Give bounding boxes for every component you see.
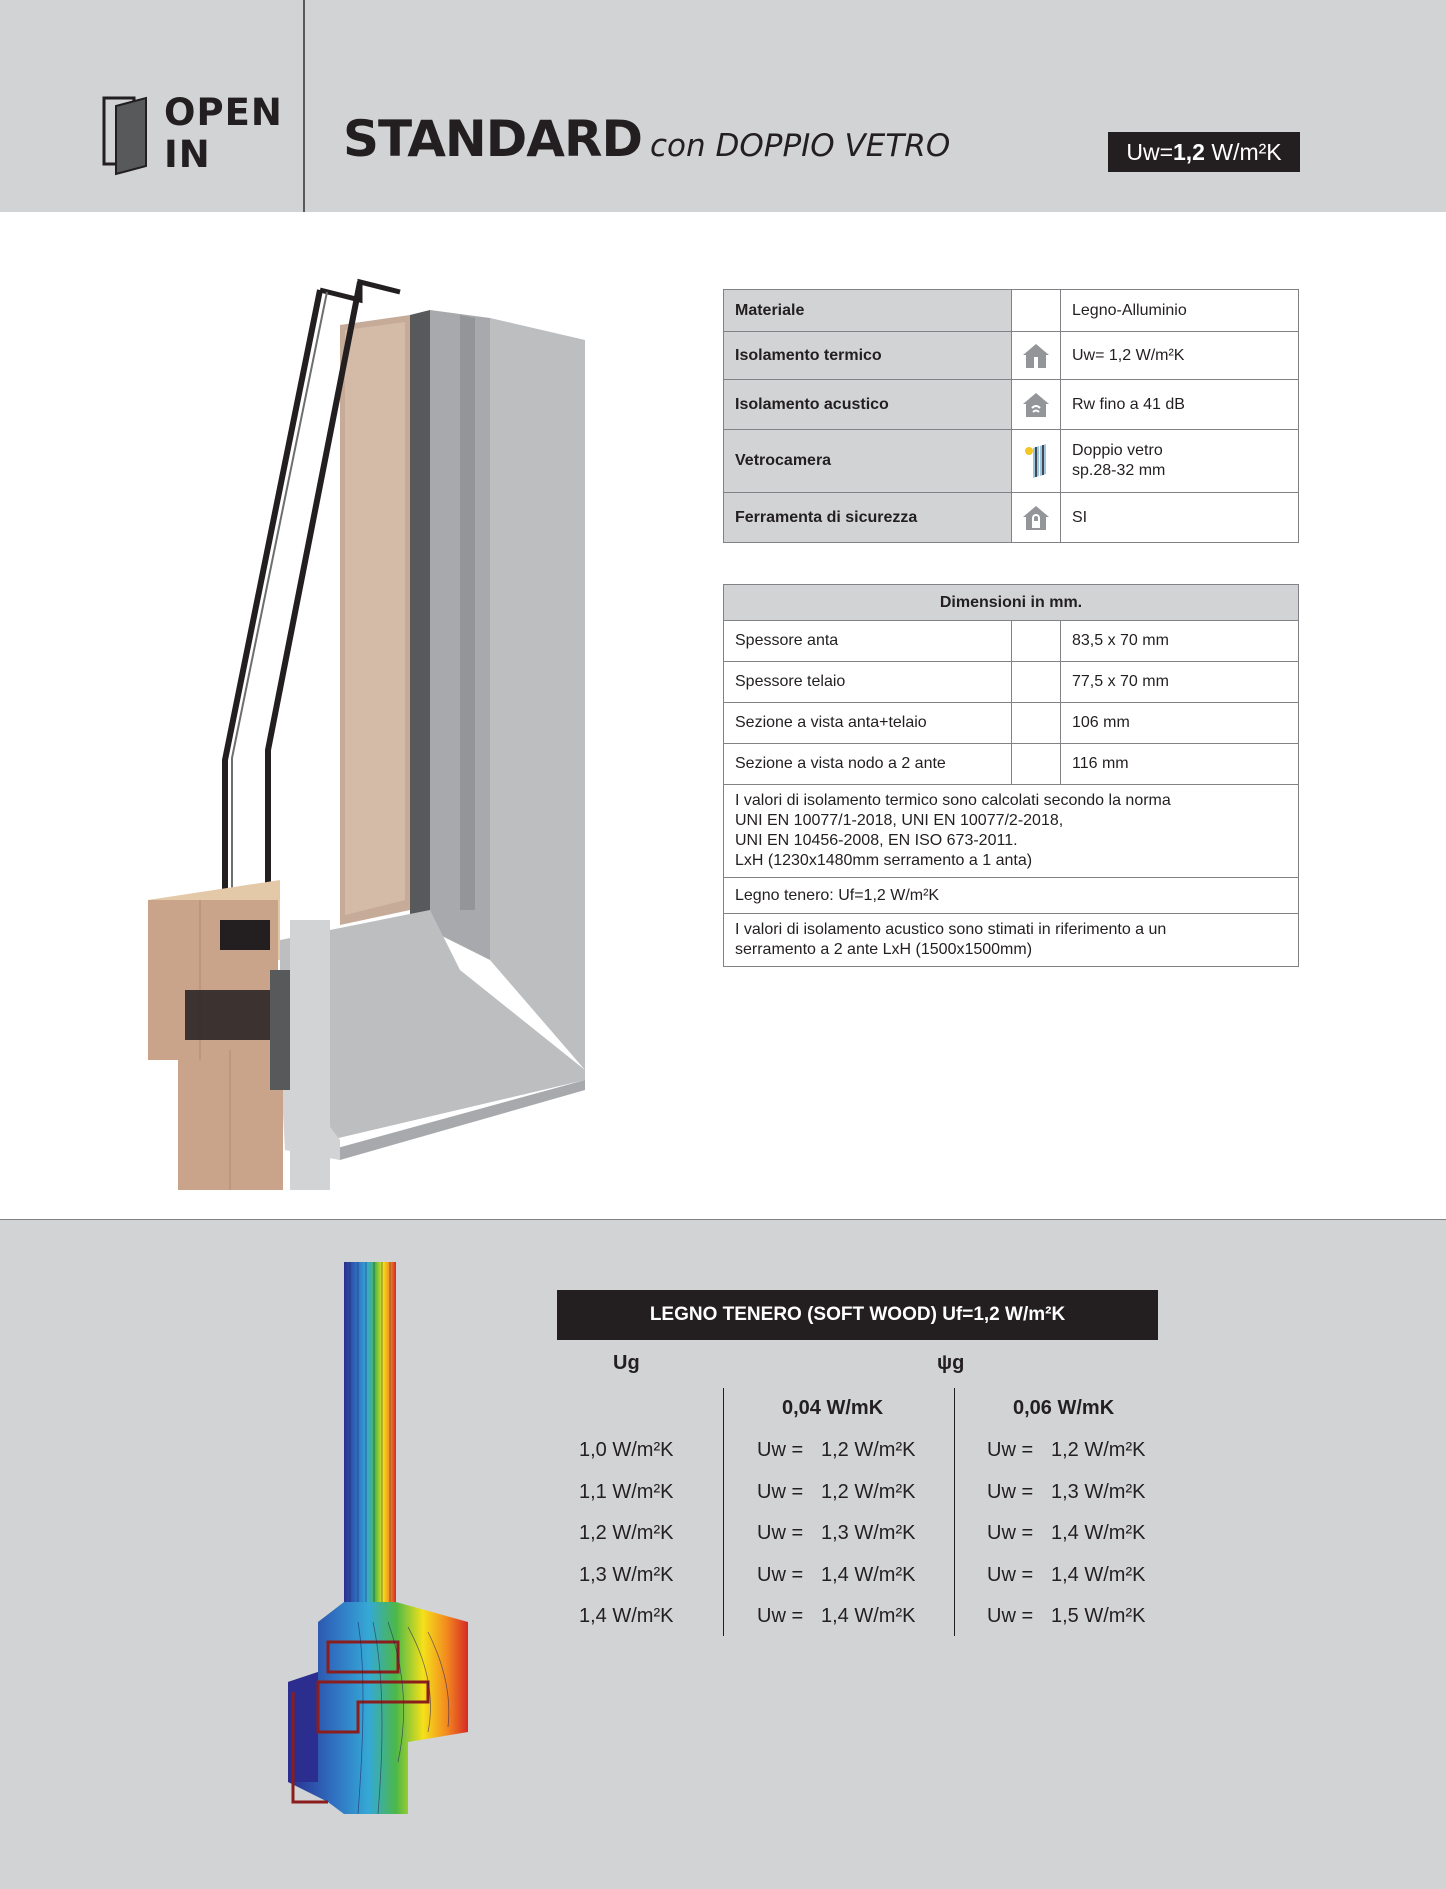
uw-prefix: Uw = bbox=[757, 1480, 804, 1503]
spec-value: Rw fino a 41 dB bbox=[1061, 380, 1299, 430]
softwood-note: Legno tenero: Uf=1,2 W/m²K bbox=[724, 878, 1299, 914]
ug-value: 1,4 W/m²K bbox=[579, 1605, 674, 1627]
uw-value-psi2: 1,4 W/m²K bbox=[1051, 1522, 1146, 1544]
spec-label: Vetrocamera bbox=[724, 430, 1012, 493]
uw-values-table bbox=[557, 1352, 1158, 1642]
ug-value: 1,3 W/m²K bbox=[579, 1563, 674, 1586]
spec-label: Ferramenta di sicurezza bbox=[724, 493, 1012, 543]
uw-value-psi1: 1,4 W/m²K bbox=[821, 1605, 916, 1627]
uw-value-psi2: 1,3 W/m²K bbox=[1051, 1480, 1146, 1503]
uw-prefix: Uw = bbox=[757, 1605, 804, 1627]
table-row bbox=[724, 703, 1299, 744]
note-line: UNI EN 10456-2008, EN ISO 673-2011. bbox=[735, 832, 1018, 849]
uw-value-psi1: 1,2 W/m²K bbox=[821, 1480, 916, 1503]
spec-label: Isolamento termico bbox=[724, 332, 1012, 380]
psi-header: ψg bbox=[937, 1352, 965, 1374]
table-row bbox=[724, 744, 1299, 785]
note-line: I valori di isolamento termico sono calcolati secondo la norma bbox=[735, 792, 1171, 809]
spec-value: Legno-Alluminio bbox=[1061, 290, 1299, 332]
dim-value: 106 mm bbox=[1061, 703, 1299, 744]
uw-value-psi1: 1,2 W/m²K bbox=[821, 1439, 916, 1461]
uw-value-psi2: 1,4 W/m²K bbox=[1051, 1563, 1146, 1586]
dim-value: 116 mm bbox=[1061, 744, 1299, 785]
badge-value: 1,2 bbox=[1173, 139, 1205, 165]
house-thermal-icon bbox=[1021, 342, 1051, 370]
glass-icon bbox=[1021, 442, 1051, 480]
ug-header: Ug bbox=[613, 1352, 640, 1374]
spec-icon-cell bbox=[1012, 290, 1061, 332]
acoustic-note bbox=[724, 914, 1299, 967]
uw-prefix: Uw = bbox=[757, 1563, 804, 1586]
dim-value: 83,5 x 70 mm bbox=[1061, 621, 1299, 662]
thermal-note bbox=[724, 785, 1299, 878]
spec-label: Isolamento acustico bbox=[724, 380, 1012, 430]
table-row bbox=[724, 585, 1299, 621]
table-row bbox=[724, 785, 1299, 878]
dim-empty-cell bbox=[1012, 703, 1061, 744]
house-lock-icon bbox=[1021, 504, 1051, 532]
softwood-band: LEGNO TENERO (SOFT WOOD) Uf=1,2 W/m²K bbox=[557, 1290, 1158, 1340]
logo-line2: IN bbox=[164, 133, 211, 176]
logo-line1: OPEN bbox=[164, 91, 283, 134]
table-row bbox=[724, 621, 1299, 662]
spec-icon-cell bbox=[1012, 380, 1061, 430]
uw-prefix: Uw = bbox=[987, 1605, 1034, 1627]
table-row bbox=[724, 290, 1299, 332]
column-divider bbox=[954, 1388, 955, 1636]
ug-value: 1,1 W/m²K bbox=[579, 1480, 674, 1503]
psi2-header: 0,06 W/mK bbox=[1013, 1397, 1115, 1419]
spec-icon-cell bbox=[1012, 493, 1061, 543]
note-line: UNI EN 10077/1-2018, UNI EN 10077/2-2018, bbox=[735, 812, 1064, 829]
house-acoustic-icon bbox=[1021, 391, 1051, 419]
note-line: LxH (1230x1480mm serramento a 1 anta) bbox=[735, 852, 1033, 869]
dim-label: Sezione a vista nodo a 2 ante bbox=[724, 744, 1012, 785]
spec-value: Uw= 1,2 W/m²K bbox=[1061, 332, 1299, 380]
ug-value: 1,2 W/m²K bbox=[579, 1522, 674, 1544]
dimensions-table bbox=[723, 584, 1299, 967]
uw-prefix: Uw = bbox=[757, 1439, 804, 1461]
table-row bbox=[724, 878, 1299, 914]
open-in-logo bbox=[164, 92, 283, 176]
uw-value-psi2: 1,5 W/m²K bbox=[1051, 1605, 1146, 1627]
spec-value-line: sp.28-32 mm bbox=[1072, 462, 1166, 479]
title-sub: con DOPPIO VETRO bbox=[649, 128, 951, 164]
dim-label: Sezione a vista anta+telaio bbox=[724, 703, 1012, 744]
spec-label: Materiale bbox=[724, 290, 1012, 332]
badge-prefix: Uw= bbox=[1126, 139, 1173, 165]
uw-prefix: Uw = bbox=[757, 1522, 804, 1544]
spec-value: SI bbox=[1061, 493, 1299, 543]
door-icon bbox=[102, 96, 150, 176]
header-divider bbox=[303, 0, 305, 212]
uw-prefix: Uw = bbox=[987, 1480, 1034, 1503]
spec-value-multiline bbox=[1061, 430, 1299, 493]
page-title bbox=[343, 110, 950, 168]
dimensions-header: Dimensioni in mm. bbox=[724, 585, 1299, 621]
dim-empty-cell bbox=[1012, 744, 1061, 785]
uw-prefix: Uw = bbox=[987, 1563, 1034, 1586]
uw-value-psi1: 1,4 W/m²K bbox=[821, 1563, 916, 1586]
title-main: STANDARD bbox=[343, 110, 642, 168]
uw-prefix: Uw = bbox=[987, 1522, 1034, 1544]
dim-label: Spessore telaio bbox=[724, 662, 1012, 703]
table-row bbox=[724, 332, 1299, 380]
uw-badge bbox=[1108, 132, 1300, 172]
table-row bbox=[724, 430, 1299, 493]
window-section-illustration bbox=[130, 270, 600, 1190]
note-line: I valori di isolamento acustico sono stimati in riferimento a un bbox=[735, 921, 1167, 938]
table-row bbox=[724, 493, 1299, 543]
thermal-simulation-illustration bbox=[288, 1262, 470, 1814]
psi1-header: 0,04 W/mK bbox=[782, 1397, 884, 1419]
spec-icon-cell bbox=[1012, 430, 1061, 493]
dim-empty-cell bbox=[1012, 621, 1061, 662]
dim-empty-cell bbox=[1012, 662, 1061, 703]
spec-icon-cell bbox=[1012, 332, 1061, 380]
dim-value: 77,5 x 70 mm bbox=[1061, 662, 1299, 703]
table-row bbox=[724, 914, 1299, 967]
badge-unit: W/m²K bbox=[1204, 139, 1282, 165]
table-row bbox=[724, 662, 1299, 703]
dim-label: Spessore anta bbox=[724, 621, 1012, 662]
uw-value-psi2: 1,2 W/m²K bbox=[1051, 1439, 1146, 1461]
uw-prefix: Uw = bbox=[987, 1439, 1034, 1461]
ug-value: 1,0 W/m²K bbox=[579, 1439, 674, 1461]
table-row bbox=[724, 380, 1299, 430]
column-divider bbox=[723, 1388, 724, 1636]
spec-table bbox=[723, 289, 1299, 543]
uw-value-psi1: 1,3 W/m²K bbox=[821, 1522, 916, 1544]
spec-value-line: Doppio vetro bbox=[1072, 442, 1163, 459]
note-line: serramento a 2 ante LxH (1500x1500mm) bbox=[735, 941, 1033, 958]
